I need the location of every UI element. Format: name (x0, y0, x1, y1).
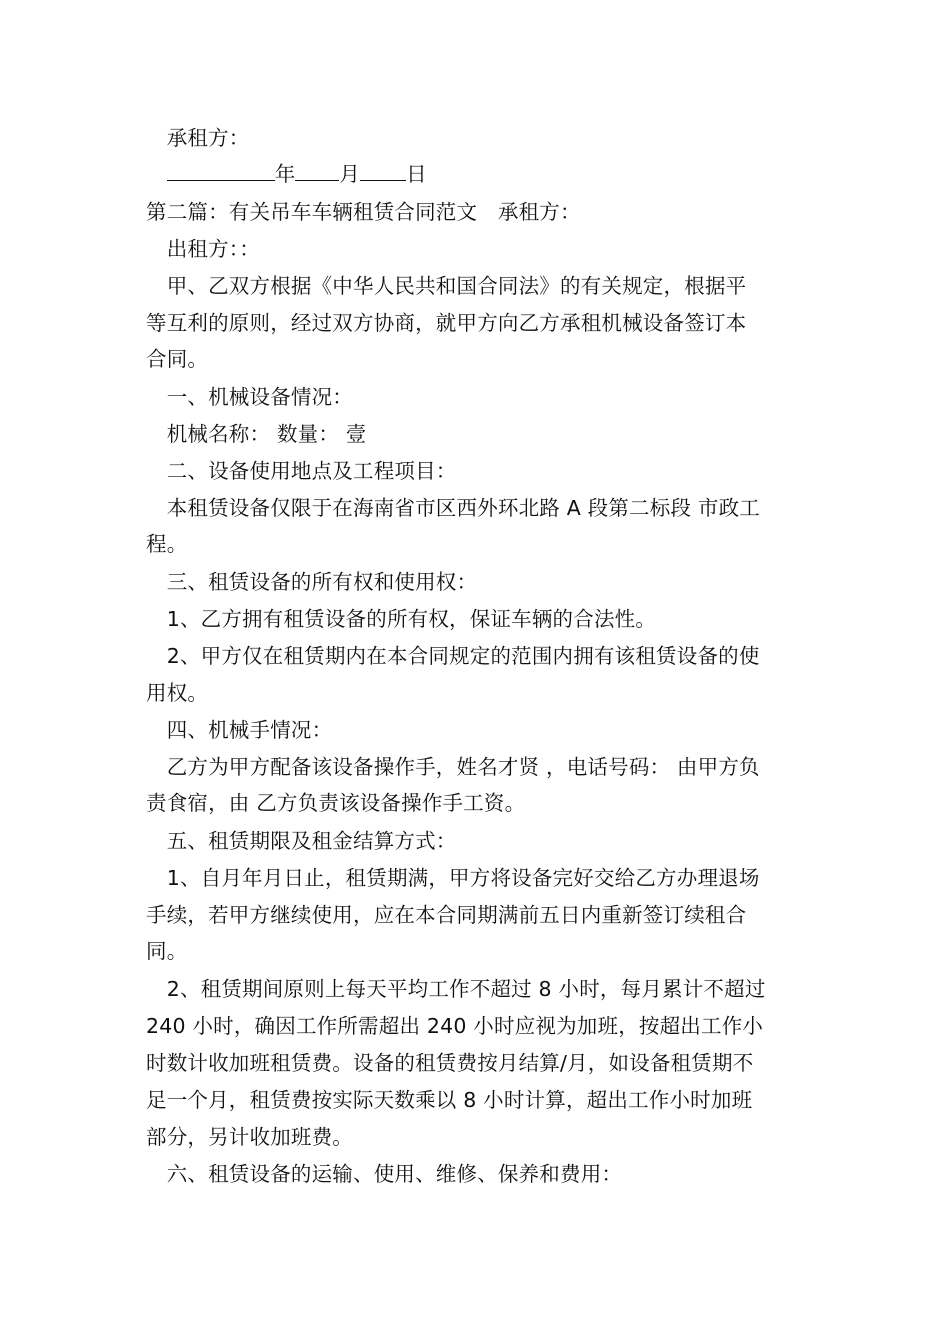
paragraph-line: 手续，若甲方继续使用，应在本合同期满前五日内重新签订续租合 (146, 903, 747, 927)
paragraph-line: 2、甲方仅在租赁期内在本合同规定的范围内拥有该租赁设备的使 (146, 644, 760, 668)
paragraph-line: 1、自月年月日止，租赁期满，甲方将设备完好交给乙方办理退场 (146, 866, 760, 890)
paragraph-line: 240 小时，确因工作所需超出 240 小时应视为加班，按超出工作小 (146, 1014, 764, 1038)
paragraph-line: 机械名称： 数量： 壹 (146, 422, 367, 446)
signature-date-line (146, 157, 811, 191)
section-heading: 第二篇：有关吊车车辆租赁合同范文 承租方： (146, 200, 581, 224)
clause-heading: 四、机械手情况： (146, 718, 333, 742)
paragraph-line: 合同。 (146, 347, 209, 371)
lessee-label: 承租方： (166, 126, 250, 150)
lessee-signature-line (146, 121, 811, 155)
paragraph-line: 本租赁设备仅限于在海南省市区西外环北路 A 段第二标段 市政工 (146, 496, 760, 520)
paragraph-line: 1、乙方拥有租赁设备的所有权，保证车辆的合法性。 (146, 607, 657, 631)
paragraph-line: 时数计收加班租赁费。设备的租赁费按月结算/月，如设备租赁期不 (146, 1051, 754, 1075)
paragraph-line: 同。 (146, 939, 188, 963)
clause-heading: 三、租赁设备的所有权和使用权： (146, 570, 478, 594)
paragraph-line: 程。 (146, 532, 188, 556)
paragraph-line: 责食宿，由 乙方负责该设备操作手工资。 (146, 791, 526, 815)
clause-heading: 二、设备使用地点及工程项目： (146, 459, 457, 483)
month-blank (295, 158, 339, 181)
clause-heading: 六、租赁设备的运输、使用、维修、保养和费用： (146, 1162, 623, 1186)
clause-heading: 一、机械设备情况： (146, 385, 353, 409)
paragraph-line: 乙方为甲方配备该设备操作手，姓名才贤 ，电话号码： 由甲方负 (146, 755, 760, 779)
lessee-label-indent (146, 126, 167, 150)
day-blank (360, 158, 406, 181)
month-label: 月 (339, 162, 361, 186)
paragraph-line: 甲、乙双方根据《中华人民共和国合同法》的有关规定，根据平 (146, 274, 747, 298)
paragraph-line: 2、租赁期间原则上每天平均工作不超过 8 小时，每月累计不超过 (146, 977, 766, 1001)
paragraph-line: 部分，另计收加班费。 (146, 1125, 353, 1149)
year-label: 年 (274, 162, 296, 186)
year-blank (167, 158, 275, 181)
lessor-label: 出租方：： (146, 237, 260, 261)
day-label: 日 (406, 162, 427, 186)
paragraph-line: 用权。 (146, 681, 209, 705)
paragraph-line: 足一个月，租赁费按实际天数乘以 8 小时计算，超出工作小时加班 (146, 1088, 753, 1112)
paragraph-line: 等互利的原则，经过双方协商，就甲方向乙方承租机械设备签订本 (146, 311, 747, 335)
clause-heading: 五、租赁期限及租金结算方式： (146, 829, 457, 853)
